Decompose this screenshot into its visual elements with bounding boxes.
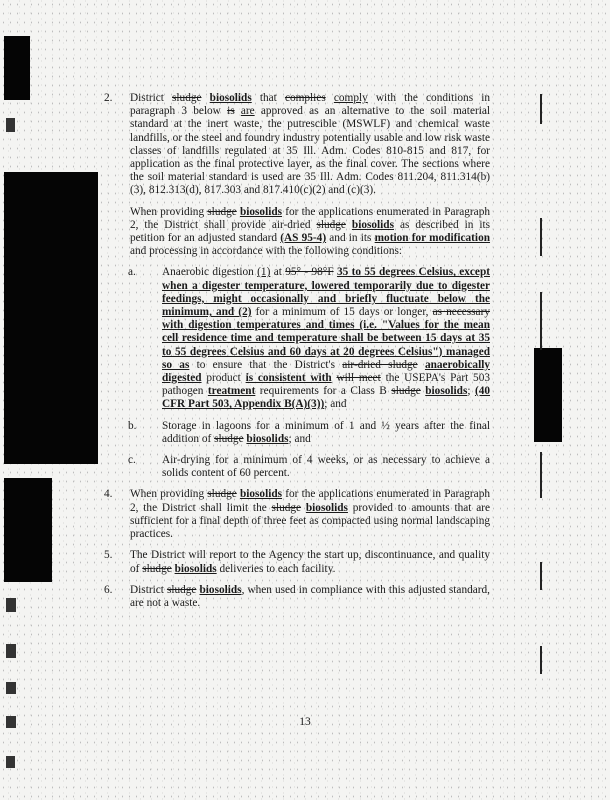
change-bar: [540, 646, 542, 674]
paragraph-number: 6.: [104, 583, 113, 596]
scan-mark: [6, 598, 16, 612]
subparagraph-a: a. Anaerobic digestion (1) at 95° - 98°F 35 to 55 degrees Celsius, except when a digester temperature, lowered temporarily due to digester feedings, might occasionally and briefly fluctuate below the minimum, and (2) for a minimum of 15 days or longer, as necessary with digestion temperatures and times (i.e. "Values for the mean cell residence time and temperature shall be between 15 days at 35 to 55 degrees Celsius and 60 days at 20 degrees Celsius") managed so as to ensure that the District's air-dried sludge anaerobically digested product is consistent with will meet the USEPA's Part 503 pathogen treatment requirements for a Class B sludge biosolids; (40 CFR Part 503, Appendix B(A)(3)); and: [128, 266, 491, 411]
paragraph-4: 4. When providing sludge biosolids for the applications enumerated in Paragraph 2, the District shall limit the sludge biosolids provided to amounts that are sufficient for a final depth of three feet as compacted using normal landscaping practices.: [104, 488, 490, 541]
redaction-bar-right: [534, 348, 562, 442]
subparagraph-letter: a.: [128, 266, 136, 279]
scan-mark: [6, 682, 16, 694]
paragraph-2: 2. District sludge biosolids that complies comply with the conditions in paragraph 3 below is are approved as an alternative to the soil material standard at the inert waste, the putrescible (MSWLF) and chemical waste landfills, or the steel and foundry industry potentially usable and low risk waste classes of landfills regulated at 35 Ill. Adm. Codes 810-815 and 817, for application as the final protective layer, as the final cover. The sections where the soil material standard is used are 35 Ill. Adm. Codes 811.204, 811.314(b)(3), 812.313(d), 817.303 and 817.410(c)(2) and (c)(3).: [104, 92, 491, 197]
paragraph-number: 2.: [104, 92, 113, 104]
subparagraph-b: b. Storage in lagoons for a minimum of 1 and ½ years after the final addition of sludge biosolids; and: [128, 419, 490, 445]
scan-mark: [6, 118, 15, 132]
subparagraph-letter: c.: [128, 454, 136, 467]
scan-mark: [6, 756, 15, 768]
paragraph-6: 6. District sludge biosolids, when used in compliance with this adjusted standard, are not a waste.: [104, 583, 490, 609]
scan-mark: [6, 644, 16, 658]
page-number: 13: [299, 716, 311, 728]
paragraph-number: 4.: [104, 488, 113, 501]
subparagraph-letter: b.: [128, 419, 137, 432]
change-bar: [540, 562, 542, 590]
change-bar: [540, 218, 542, 256]
redaction-bar-left-lower: [4, 478, 52, 582]
redaction-bar-left-middle: [4, 172, 98, 464]
redaction-bar-top-left: [4, 36, 30, 100]
change-bar: [540, 452, 542, 498]
paragraph-3: When providing sludge biosolids for the applications enumerated in Paragraph 2, the District shall provide air-dried sludge biosolids as described in its petition for an adjusted standard (AS 95-4) and in its motion for modification and processing in accordance with the following conditions:: [130, 205, 491, 258]
subparagraph-c: c. Air-drying for a minimum of 4 weeks, or as necessary to achieve a solids content of 60 percent.: [128, 454, 490, 480]
paragraph-5: 5. The District will report to the Agency the start up, discontinuance, and quality of sludge biosolids deliveries to each facility.: [104, 549, 490, 575]
paragraph-number: 5.: [104, 549, 113, 562]
change-bar: [540, 292, 542, 350]
change-bar: [540, 94, 542, 124]
document-body: [104, 92, 490, 618]
